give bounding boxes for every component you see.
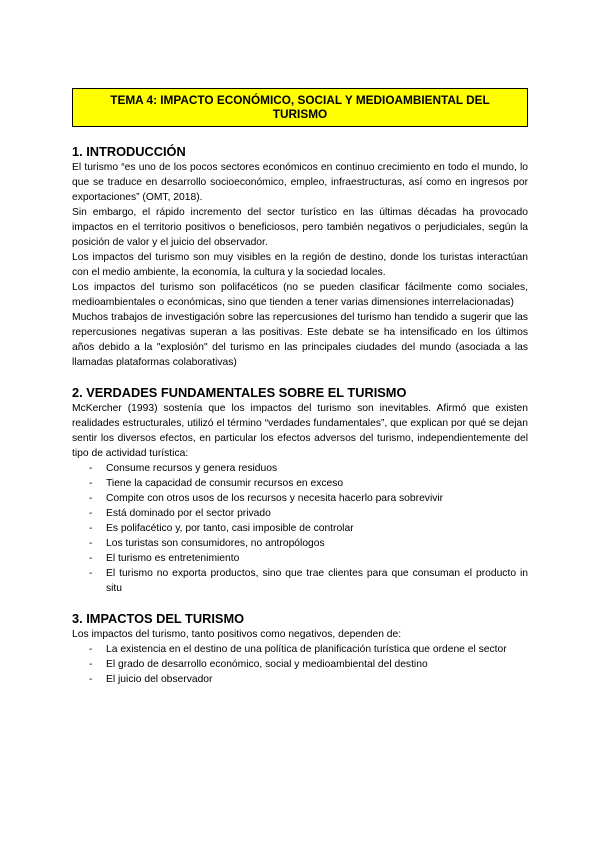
dash-bullet: - (89, 568, 93, 579)
section-heading-verdades-fundamentales: 2. VERDADES FUNDAMENTALES SOBRE EL TURISMO (72, 385, 407, 400)
list-item-text: El turismo es entretenimiento (106, 553, 240, 564)
list-item-text: Tiene la capacidad de consumir recursos en exceso (106, 478, 344, 489)
list-item-text: El grado de desarrollo económico, social y medioambiental del destino (106, 659, 428, 670)
list-item-text: Es polifacético y, por tanto, casi imposible de controlar (106, 523, 354, 534)
dash-bullet: - (89, 674, 93, 685)
list-item (72, 506, 528, 521)
section-heading-impactos: 3. IMPACTOS DEL TURISMO (72, 611, 245, 626)
paragraph: Muchos trabajos de investigación sobre las repercusiones del turismo han tendido a sugerir que las repercusiones negativas superan a las positivas. Este debate se ha intensificado en los últimos años debido a la "explosión" del turismo en las principales ciudades del mundo (asociada a las llamadas plataformas colaborativas) (72, 312, 528, 368)
document-title: TEMA 4: IMPACTO ECONÓMICO, SOCIAL Y MEDIOAMBIENTAL DEL TURISMO (72, 88, 528, 127)
section-heading-introduccion: 1. INTRODUCCIÓN (72, 144, 186, 159)
dash-bullet: - (89, 644, 93, 655)
dash-bullet: - (89, 538, 93, 549)
document-page (72, 88, 528, 687)
paragraph: Los impactos del turismo son polifacéticos (no se pueden clasificar fácilmente como sociales, medioambientales o económicas, sino que tienden a tener varias dimensiones interrelacionadas) (72, 282, 528, 308)
list-item-text: La existencia en el destino de una política de planificación turística que ordene el sector (106, 644, 507, 655)
dash-bullet: - (89, 493, 93, 504)
list-item (72, 536, 528, 551)
dash-bullet: - (89, 523, 93, 534)
paragraph: El turismo “es uno de los pocos sectores económicos en continuo crecimiento en todo el mundo, lo que se traduce en desarrollo socioeconómico, empleo, infraestructuras, así como en ingresos por exportaciones” (OMT, 2018). (72, 162, 528, 203)
impactos-list (72, 642, 528, 687)
list-item-text: Compite con otros usos de los recursos y necesita hacerlo para sobrevivir (106, 493, 444, 504)
dash-bullet: - (89, 508, 93, 519)
dash-bullet: - (89, 553, 93, 564)
dash-bullet: - (89, 659, 93, 670)
list-item (72, 551, 528, 566)
list-item (72, 672, 528, 687)
list-item (72, 491, 528, 506)
list-item-text: Está dominado por el sector privado (106, 508, 271, 519)
paragraph: Los impactos del turismo son muy visibles en la región de destino, donde los turistas interactúan con el medio ambiente, la economía, la cultura y la sociedad locales. (72, 252, 528, 278)
verdades-list (72, 461, 528, 596)
list-item-text: El juicio del observador (106, 674, 213, 685)
list-item-text: El turismo no exporta productos, sino que trae clientes para que consuman el producto in situ (106, 568, 528, 594)
paragraph: McKercher (1993) sostenía que los impactos del turismo son inevitables. Afirmó que existen realidades estructurales, utilizó el término “verdades fundamentales”, que explican por qué se dejan sentir los diversos efectos, en particular los efectos adversos del turismo, independientemente del tipo de actividad turística: (72, 403, 528, 459)
list-item (72, 476, 528, 491)
list-item (72, 566, 528, 596)
dash-bullet: - (89, 478, 93, 489)
list-item-text: Consume recursos y genera residuos (106, 463, 278, 474)
list-item-text: Los turistas son consumidores, no antropólogos (106, 538, 325, 549)
list-item (72, 461, 528, 476)
list-item (72, 521, 528, 536)
list-item (72, 642, 528, 657)
dash-bullet: - (89, 463, 93, 474)
list-item (72, 657, 528, 672)
paragraph: Sin embargo, el rápido incremento del sector turístico en las últimas décadas ha provocado impactos en el territorio positivos o beneficiosos, pero también negativos o perjudiciales, según la posición de valor y el juicio del observador. (72, 207, 528, 248)
paragraph: Los impactos del turismo, tanto positivos como negativos, dependen de: (72, 629, 402, 640)
